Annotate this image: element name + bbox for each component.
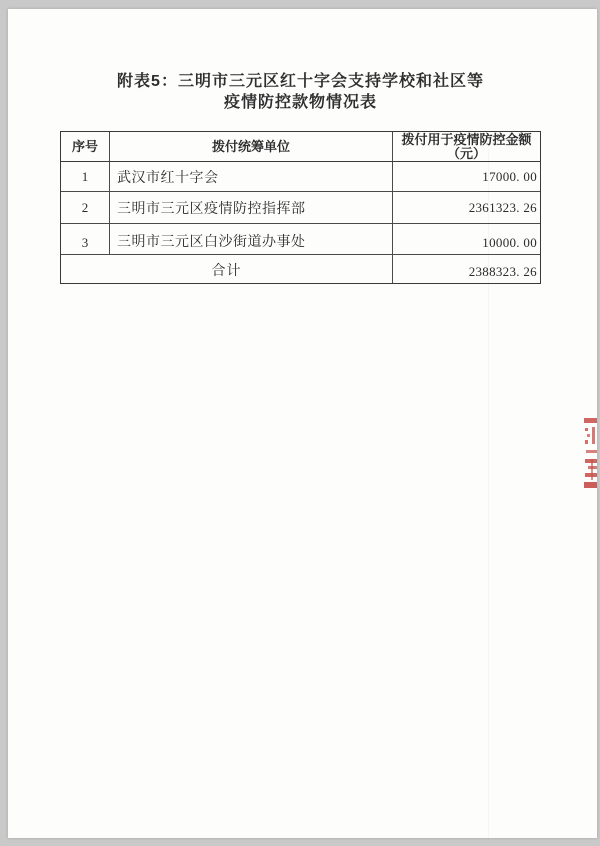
header-amount-line1: 拨付用于疫情防控金额 — [401, 132, 532, 147]
red-seal-fragment-icon — [582, 414, 597, 490]
table-row-3-amount: 10000. 00 — [393, 224, 540, 255]
header-serial-number: 序号 — [61, 132, 110, 162]
document-title-line2: 疫情防控款物情况表 — [223, 94, 377, 111]
document-title — [8, 71, 593, 113]
header-amount-line2: （元） — [446, 145, 486, 161]
table-row-1-amount: 17000. 00 — [393, 162, 540, 192]
table-row-3-serial: 3 — [61, 224, 110, 255]
paper-sheet — [8, 9, 597, 838]
table-total-amount: 2388323. 26 — [468, 264, 537, 279]
table-row-1-serial: 1 — [61, 162, 110, 192]
table-row-2-serial: 2 — [61, 192, 110, 224]
table-total-label: 合计 — [61, 255, 393, 283]
funds-allocation-table — [60, 131, 541, 284]
table-row-3-unit: 三明市三元区白沙街道办事处 — [110, 224, 393, 255]
header-amount — [393, 132, 540, 162]
document-title-line1: 附表5：三明市三元区红十字会支持学校和社区等 — [117, 73, 484, 90]
table-row-1-unit: 武汉市红十字会 — [110, 162, 393, 192]
table-row-2-unit: 三明市三元区疫情防控指挥部 — [110, 192, 393, 224]
header-allocating-unit: 拨付统筹单位 — [110, 132, 393, 162]
table-row-2-amount: 2361323. 26 — [393, 192, 540, 224]
